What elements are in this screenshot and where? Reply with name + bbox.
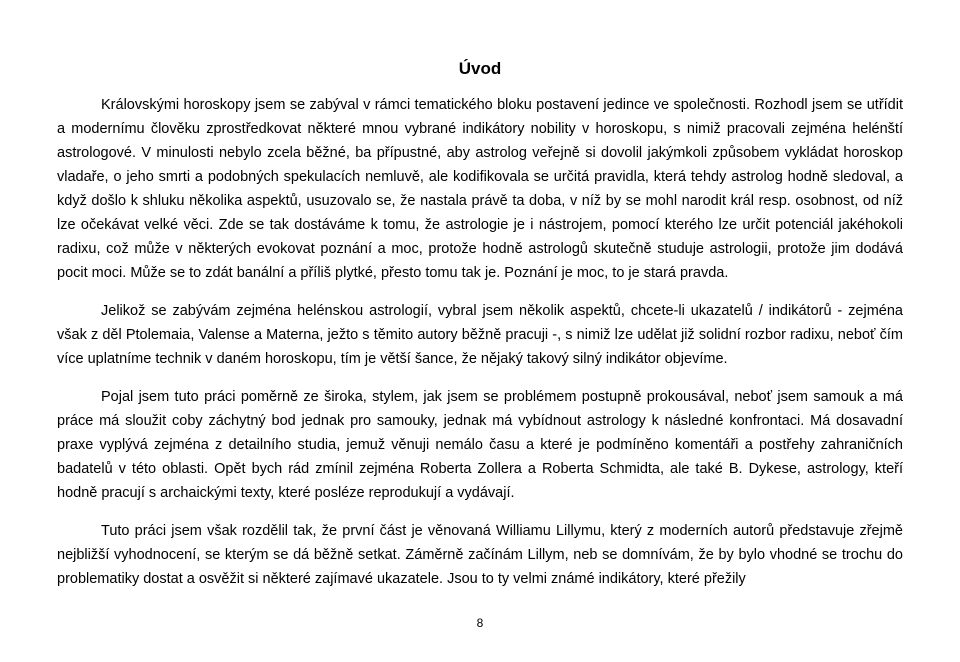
page-title: Úvod [458, 59, 502, 78]
paragraph: Pojal jsem tuto práci poměrně ze široka, stylem, jak jsem se problémem postupně prokousával, neboť jsem samouk a má práce má sloužit coby záchytný bod jednak pro samouky, jednak má vybídnout astrology k následné konfrontaci. Má dosavadní praxe vyplývá zejména z detailního studia, jemuž věnuji nemálo času a které je podmíněno komentáři a postřehy zahraničních badatelů v této oblasti. Opět bych rád zmínil zejména Roberta Zollera a Roberta Schmidta, ale také B. Dykese, astrology, kteří hodně pracují s archaickými texty, které posléze reprodukují a vydávají. [57, 389, 903, 501]
paragraph: Jelikož se zabývám zejména helénskou astrologií, vybral jsem několik aspektů, chcete-li ukazatelů / indikátorů - zejména však z děl Ptolemaia, Valense a Materna, ježto s těmito autory běžně pracuji -, s nimiž lze udělat již solidní rozbor radixu, neboť čím více uplatníme technik v daném horoskopu, tím je větší šance, že nějaký takový silný indikátor objevíme. [57, 303, 903, 367]
paragraph: Tuto práci jsem však rozdělil tak, že první část je věnovaná Williamu Lillymu, který z moderních autorů představuje zřejmě nejbližší vyhodnocení, se kterým se dá běžně setkat. Záměrně začínám Lillym, neb se domnívám, že by bylo vhodné se trochu do problematiky dostat a osvěžit si některé zajímavé ukazatele. Jsou to ty velmi známé indikátory, které přežily [57, 523, 903, 587]
page-number: 8 [476, 616, 484, 630]
paragraph: Královskými horoskopy jsem se zabýval v rámci tematického bloku postavení jedince ve společnosti. Rozhodl jsem se utřídit a modernímu člověku zprostředkovat některé mnou vybrané indikátory nobility v horoskopu, s nimiž pracovali zejména helénští astrologové. V minulosti nebylo zcela běžné, ba přípustné, aby astrolog veřejně si dovolil jakýmkoli způsobem vykládat horoskop vladaře, o jeho smrti a podobných spekulacích nemluvě, ale kodifikovala se určitá pravidla, která tehdy astrolog hodně sledoval, a když došlo k shluku několika aspektů, usuzovalo se, že nastala právě ta doba, v níž by se mohl narodit král resp. osobnost, od níž lze očekávat velké věci. Zde se tak dostáváme k tomu, že astrologie je i nástrojem, pomocí kterého lze určit potenciál jakéhokoli radixu, což může v některých evokovat poznání a moc, protože hodně astrologů skutečně studuje astrologii, protože jim dodává pocit moci. Může se to zdát banální a příliš plytké, přesto tomu tak je. Poznání je moc, to je stará pravda. [57, 97, 903, 281]
body-text [57, 93, 903, 605]
